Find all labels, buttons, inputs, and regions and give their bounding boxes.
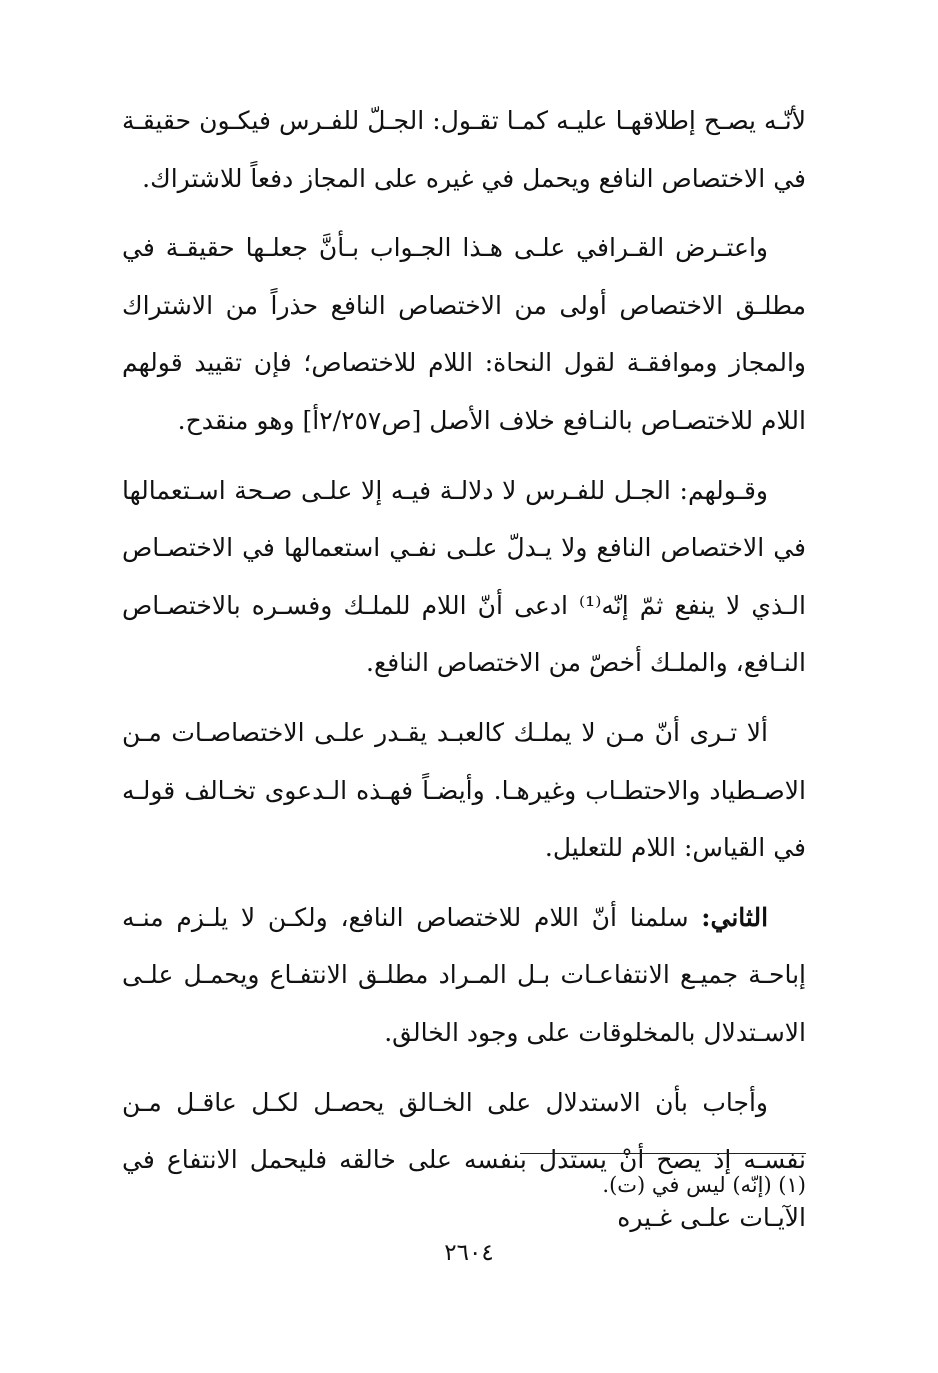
paragraph-lead: الثاني: (701, 902, 769, 932)
paragraph-6: وأجاب بأن الاستدلال على الخـالق يحصـل لكـل عاقـل مـن نفسـه إذ يصح أنْ يستدل بنفسه على خالقه فليحمل الانتفاع في الآيـات علـى غـيره (122, 1087, 806, 1232)
body-text (122, 92, 806, 1258)
paragraph-4: ألا تـرى أنّ مـن لا يملـك كالعبـد يقـدر علـى الاختصاصـات مـن الاصـطياد والاحتطـاب وغيرهـا. وأيضـاً فهـذه الـدعوى تخـالف قولـه في القياس: اللام للتعليل. (122, 717, 806, 863)
paragraph-2: واعتـرض القـرافي علـى هـذا الجـواب بـأنَّ جعلـها حقيقـة في مطلـق الاختصاص أولى من الاختصاص النافع حذراً من الاشتراك والمجاز وموافقـة لقول النحاة: اللام للاختصاص؛ فإن تقييد قولهم اللام للاختصـاص بالنـافع خلاف الأصل [ص٢/٢٥٧أ] وهو منقدح. (122, 233, 806, 435)
paragraph-1: لأنّـه يصـح إطلاقهـا عليـه كمـا تقـول: الجـلّ للفـرس فيكـون حقيقـة في الاختصاص النافع ويحمل في غيره على المجاز دفعاً للاشتراك. (122, 106, 806, 193)
footnote: (١) (إنّه) ليس في (ت). (602, 1173, 806, 1197)
paragraph-3: وقـولهم: الجـل للفـرس لا دلالـة فيـه إلا علـى صـحة اسـتعمالها في الاختصاص النافع ولا يـدلّ علـى نفـي استعمالها في الاختصـاص الـذي لا ينفع ثمّ إنّه⁽¹⁾ ادعى أنّ اللام للملـك وفسـره بالاختصـاص النـافع، والملـك أخصّ من الاختصاص النافع. (122, 475, 806, 678)
paragraph-5 (122, 889, 806, 1062)
paragraph-5-text: سلمنا أنّ اللام للاختصاص النافع، ولكـن لا يلـزم منـه إباحـة جميـع الانتفاعـات بـل المـراد مطلـق الانتفـاع ويحمـل علـى الاسـتدلال بالمخلوقات على وجود الخالق. (122, 902, 806, 1047)
footnote-divider (520, 1153, 806, 1154)
page-number: ٢٦٠٤ (444, 1240, 494, 1266)
